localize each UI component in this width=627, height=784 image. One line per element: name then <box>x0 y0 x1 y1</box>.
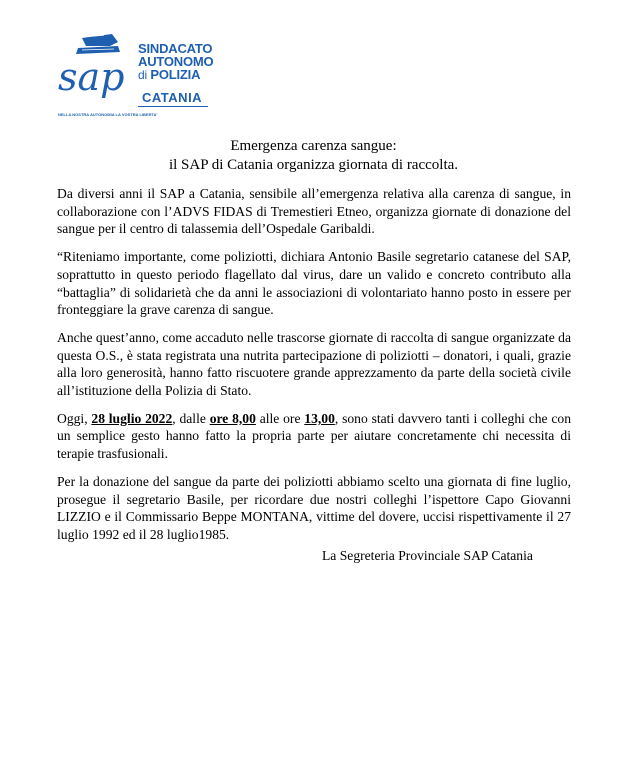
sap-logo <box>52 28 222 117</box>
p4-text-4: , sono stati davvero tanti i colleghi che con un semplice gesto hanno fatto la propria parte per aiutare concretamente chi necessita di terapie trasfusionali. <box>57 410 572 462</box>
sap-logo-mark <box>52 28 142 108</box>
p4-text-2: , dalle <box>172 410 210 426</box>
document-title <box>0 137 627 175</box>
logo-wordmark <box>138 42 213 82</box>
event-time-start: ore 8,00 <box>209 410 256 426</box>
event-time-end: 13,00 <box>304 410 335 426</box>
paragraph-2: “Riteniamo importante, come poliziotti, dichiara Antonio Basile segretario catanese del SAP, soprattutto in questo periodo flagellato dal virus, dare un valido e concreto contributo alla “battaglia” di solidarietà che da anni le associazioni di volontariato hanno posto in essere per fronteggiare la grave carenza di sangue. <box>57 249 571 318</box>
logo-name-line3: POLIZIA <box>150 67 201 82</box>
logo-name-line1: SINDACATO <box>138 41 213 56</box>
logo-divider <box>138 106 208 107</box>
paragraph-4 <box>57 410 571 463</box>
logo-tagline: NELLA NOSTRA AUTONOMIA LA VOSTRA LIBERTA' <box>58 112 158 117</box>
paragraph-1: Da diversi anni il SAP a Catania, sensibile all’emergenza relativa alla carenza di sangue, in collaborazione con l’ADVS FIDAS di Tremestieri Etneo, organizza giornate di donazione del sangue per il centro di talassemia dell’Ospedale Garibaldi. <box>57 186 571 237</box>
p4-text-1: Oggi, <box>57 410 92 426</box>
event-date: 28 luglio 2022 <box>91 410 173 426</box>
title-line1: Emergenza carenza sangue: <box>230 138 397 154</box>
document-body <box>57 185 571 554</box>
paragraph-3: Anche quest’anno, come accaduto nelle trascorse giornate di raccolta di sangue organizzate da questa O.S., è stata registrata una nutrita partecipazione di poliziotti – donatori, i quali, grazie alla loro generosità, hanno fatto riscuotere grande apprezzamento da parte della società civile all’istituzione della Polizia di Stato. <box>57 329 571 399</box>
title-line2: il SAP di Catania organizza giornata di raccolta. <box>168 157 459 173</box>
logo-name-line2: AUTONOMO <box>138 54 214 69</box>
logo-name-di: di <box>138 68 147 82</box>
logo-city: CATANIA <box>142 90 203 105</box>
p4-text-3: alle ore <box>255 410 305 426</box>
paragraph-5: Per la donazione del sangue da parte dei poliziotti abbiamo scelto una giornata di fine luglio, prosegue il segretario Basile, per ricordare due nostri colleghi l’ispettore Capo Giovanni LIZZIO e il Commissario Beppe MONTANA, vittime del dovere, uccisi rispettivamente il 27 luglio 1992 ed il 28 luglio1985. <box>57 473 571 542</box>
logo-mark-text: sap <box>58 55 125 99</box>
signature: La Segreteria Provinciale SAP Catania <box>322 548 533 563</box>
